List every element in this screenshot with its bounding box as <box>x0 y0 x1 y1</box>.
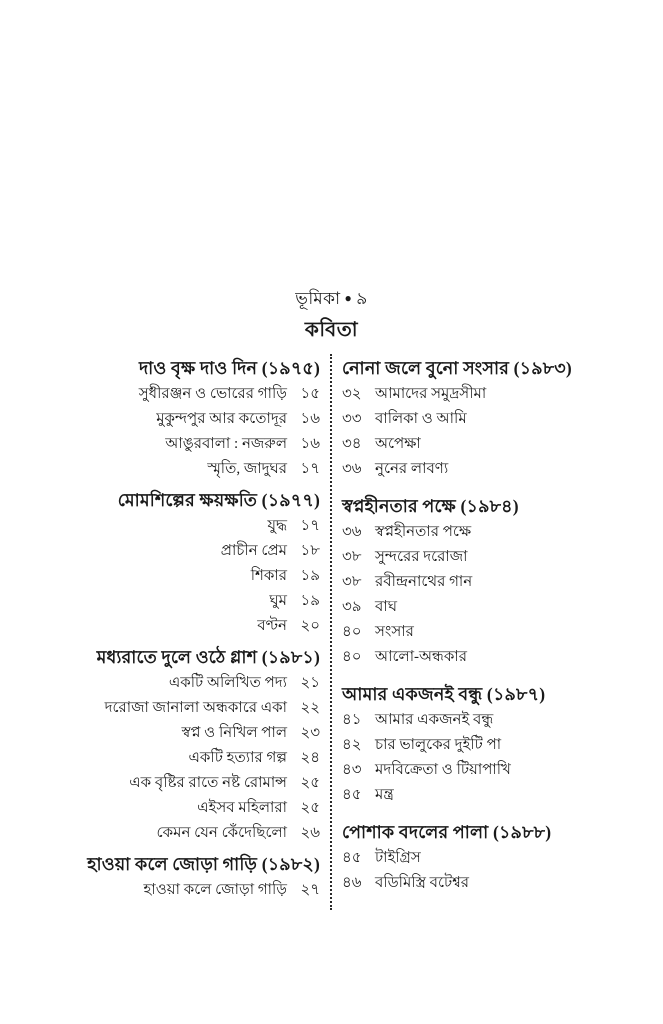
toc-entry-page-number: ৪৫ <box>342 787 362 803</box>
toc-entry-page-number: ৪২ <box>342 737 362 753</box>
toc-entry[interactable] <box>70 407 320 432</box>
toc-entry[interactable] <box>342 871 642 896</box>
toc-entry-title: সংসার <box>375 624 414 640</box>
toc-entry[interactable] <box>70 696 320 721</box>
toc-entry[interactable] <box>70 796 320 821</box>
toc-entry-page-number: ১৬ <box>300 411 320 427</box>
toc-entry[interactable] <box>342 407 642 432</box>
toc-entry-page-number: ২১ <box>300 675 320 691</box>
toc-entry-page-number: ৪৬ <box>342 875 362 891</box>
toc-entry-page-number: ১৭ <box>300 461 320 477</box>
toc-entry[interactable] <box>70 457 320 482</box>
toc-section-heading: হাওয়া কলে জোড়া গাড়ি (১৯৮২) <box>87 854 320 874</box>
toc-entry-page-number: ৩৯ <box>342 599 362 615</box>
toc-entry-title: মুকুন্দপুর আর কতোদূর <box>156 411 287 427</box>
toc-left-column <box>70 354 320 903</box>
toc-entry[interactable] <box>70 432 320 457</box>
toc-entry[interactable] <box>70 539 320 564</box>
toc-entry-title: অপেক্ষা <box>375 436 421 452</box>
toc-section-heading: নোনা জলে বুনো সংসার (১৯৮৩) <box>342 358 572 378</box>
toc-entry-page-number: ১৯ <box>300 568 320 584</box>
toc-entry[interactable] <box>342 783 642 808</box>
toc-entry-page-number: ৪০ <box>342 624 362 640</box>
toc-entry-title: আমার একজনই বন্ধু <box>375 712 494 728</box>
bullet-separator-icon: ● <box>344 291 353 305</box>
toc-entry[interactable] <box>70 614 320 639</box>
toc-entry[interactable] <box>70 514 320 539</box>
toc-entry-title: এইসব মহিলারা <box>197 800 287 816</box>
toc-entry-title: বালিকা ও আমি <box>375 411 467 427</box>
toc-entry-page-number: ৪১ <box>342 712 362 728</box>
toc-entry[interactable] <box>342 595 642 620</box>
toc-entry-page-number: ২৫ <box>300 775 320 791</box>
toc-section-heading: আমার একজনই বন্ধু (১৯৮৭) <box>342 684 546 704</box>
toc-entry-title: যুদ্ধ <box>267 518 287 534</box>
toc-entry-page-number: ৪০ <box>342 649 362 665</box>
section-title-poetry: কবিতা <box>304 319 359 341</box>
page-header <box>0 286 663 345</box>
toc-entry-page-number: ৩৮ <box>342 549 362 565</box>
toc-entry-page-number: ৩৮ <box>342 574 362 590</box>
toc-entry-page-number: ৩৬ <box>342 461 362 477</box>
toc-entry-page-number: ২৩ <box>300 725 320 741</box>
toc-entry-page-number: ১৮ <box>300 543 320 559</box>
toc-entry-page-number: ১৬ <box>300 436 320 452</box>
toc-entry[interactable] <box>70 382 320 407</box>
toc-entry-title: স্বপ্ন ও নিখিল পাল <box>181 725 287 741</box>
preface-label: ভূমিকা <box>295 289 341 308</box>
toc-entry[interactable] <box>342 758 642 783</box>
toc-entry-title: প্রাচীন প্রেম <box>220 543 287 559</box>
toc-entry-title: স্বপ্নহীনতার পক্ষে <box>375 524 472 540</box>
toc-entry[interactable] <box>342 733 642 758</box>
toc-entry-title: বাঘ <box>375 599 397 615</box>
toc-entry-page-number: ২৬ <box>300 825 320 841</box>
toc-entry[interactable] <box>342 432 642 457</box>
toc-entry-title: চার ভালুকের দুইটি পা <box>375 737 502 753</box>
toc-entry[interactable] <box>70 821 320 846</box>
toc-entry-page-number: ৩৩ <box>342 411 362 427</box>
toc-entry[interactable] <box>70 771 320 796</box>
toc-entry[interactable] <box>70 589 320 614</box>
toc-section-heading: মধ্যরাতে দুলে ওঠে গ্লাশ (১৯৮১) <box>96 647 320 667</box>
toc-entry-title: দরোজা জানালা অন্ধকারে একা <box>104 700 287 716</box>
toc-entry-page-number: ১৭ <box>300 518 320 534</box>
toc-entry-title: আমাদের সমুদ্রসীমা <box>375 386 487 402</box>
toc-entry-page-number: ২০ <box>300 618 320 634</box>
toc-entry[interactable] <box>70 878 320 903</box>
toc-entry-page-number: ২২ <box>300 700 320 716</box>
preface-entry <box>0 286 663 311</box>
toc-entry-title: রবীন্দ্রনাথের গান <box>375 574 473 590</box>
toc-entry[interactable] <box>342 545 642 570</box>
toc-entry[interactable] <box>70 564 320 589</box>
toc-entry[interactable] <box>342 645 642 670</box>
toc-entry-title: বণ্টন <box>257 618 287 634</box>
toc-section-heading: পোশাক বদলের পালা (১৯৮৮) <box>342 822 552 842</box>
toc-entry-title: বডিমিস্ত্রি বটেশ্বর <box>375 875 470 891</box>
toc-entry[interactable] <box>342 520 642 545</box>
toc-entry[interactable] <box>342 457 642 482</box>
toc-entry-title: হাওয়া কলে জোড়া গাড়ি <box>143 882 287 898</box>
toc-entry-page-number: ২৭ <box>300 882 320 898</box>
toc-entry[interactable] <box>70 671 320 696</box>
toc-entry-title: আঙুরবালা : নজরুল <box>165 436 287 452</box>
toc-entry-page-number: ৪৫ <box>342 850 362 866</box>
toc-right-column <box>342 354 642 896</box>
column-divider <box>330 354 332 910</box>
toc-entry-page-number: ৪৩ <box>342 762 362 778</box>
toc-entry-page-number: ২৪ <box>300 750 320 766</box>
toc-entry[interactable] <box>342 620 642 645</box>
toc-entry-page-number: ১৯ <box>300 593 320 609</box>
toc-entry[interactable] <box>342 382 642 407</box>
toc-entry-title: কেমন যেন কেঁদেছিলো <box>156 825 287 841</box>
toc-section-heading: দাও বৃক্ষ দাও দিন (১৯৭৫) <box>138 358 320 378</box>
toc-entry-title: নুনের লাবণ্য <box>375 461 449 477</box>
toc-entry-page-number: ৩৬ <box>342 524 362 540</box>
toc-entry[interactable] <box>342 708 642 733</box>
toc-entry-title: ঘুম <box>269 593 287 609</box>
toc-entry-title: স্মৃতি, জাদুঘর <box>207 461 287 477</box>
toc-entry-title: টাইগ্রিস <box>375 850 421 866</box>
toc-entry-page-number: ২৫ <box>300 800 320 816</box>
toc-entry-title: মন্ত্র <box>375 787 394 803</box>
toc-entry-title: শিকার <box>250 568 287 584</box>
toc-entry[interactable] <box>342 846 642 871</box>
toc-entry-title: একটি অলিখিত পদ্য <box>168 675 287 691</box>
toc-entry-page-number: ১৫ <box>300 386 320 402</box>
toc-entry-title: মদবিক্রেতা ও টিয়াপাখি <box>375 762 511 778</box>
toc-entry-page-number: ৩২ <box>342 386 362 402</box>
toc-entry-title: এক বৃষ্টির রাতে নষ্ট রোমান্স <box>129 775 287 791</box>
toc-entry-title: একটি হত্যার গল্প <box>188 750 287 766</box>
toc-section-heading: স্বপ্নহীনতার পক্ষে (১৯৮৪) <box>342 496 519 516</box>
preface-page-number: ৯ <box>356 289 368 308</box>
toc-entry-title: সুন্দরের দরোজা <box>375 549 468 565</box>
toc-entry[interactable] <box>70 746 320 771</box>
toc-entry-title: সুধীরঞ্জন ও ভোরের গাড়ি <box>138 386 287 402</box>
toc-entry[interactable] <box>342 570 642 595</box>
toc-entry-title: আলো-অন্ধকার <box>375 649 468 665</box>
toc-entry[interactable] <box>70 721 320 746</box>
toc-section-heading: মোমশিল্পের ক্ষয়ক্ষতি (১৯৭৭) <box>117 490 320 510</box>
toc-entry-page-number: ৩৪ <box>342 436 362 452</box>
